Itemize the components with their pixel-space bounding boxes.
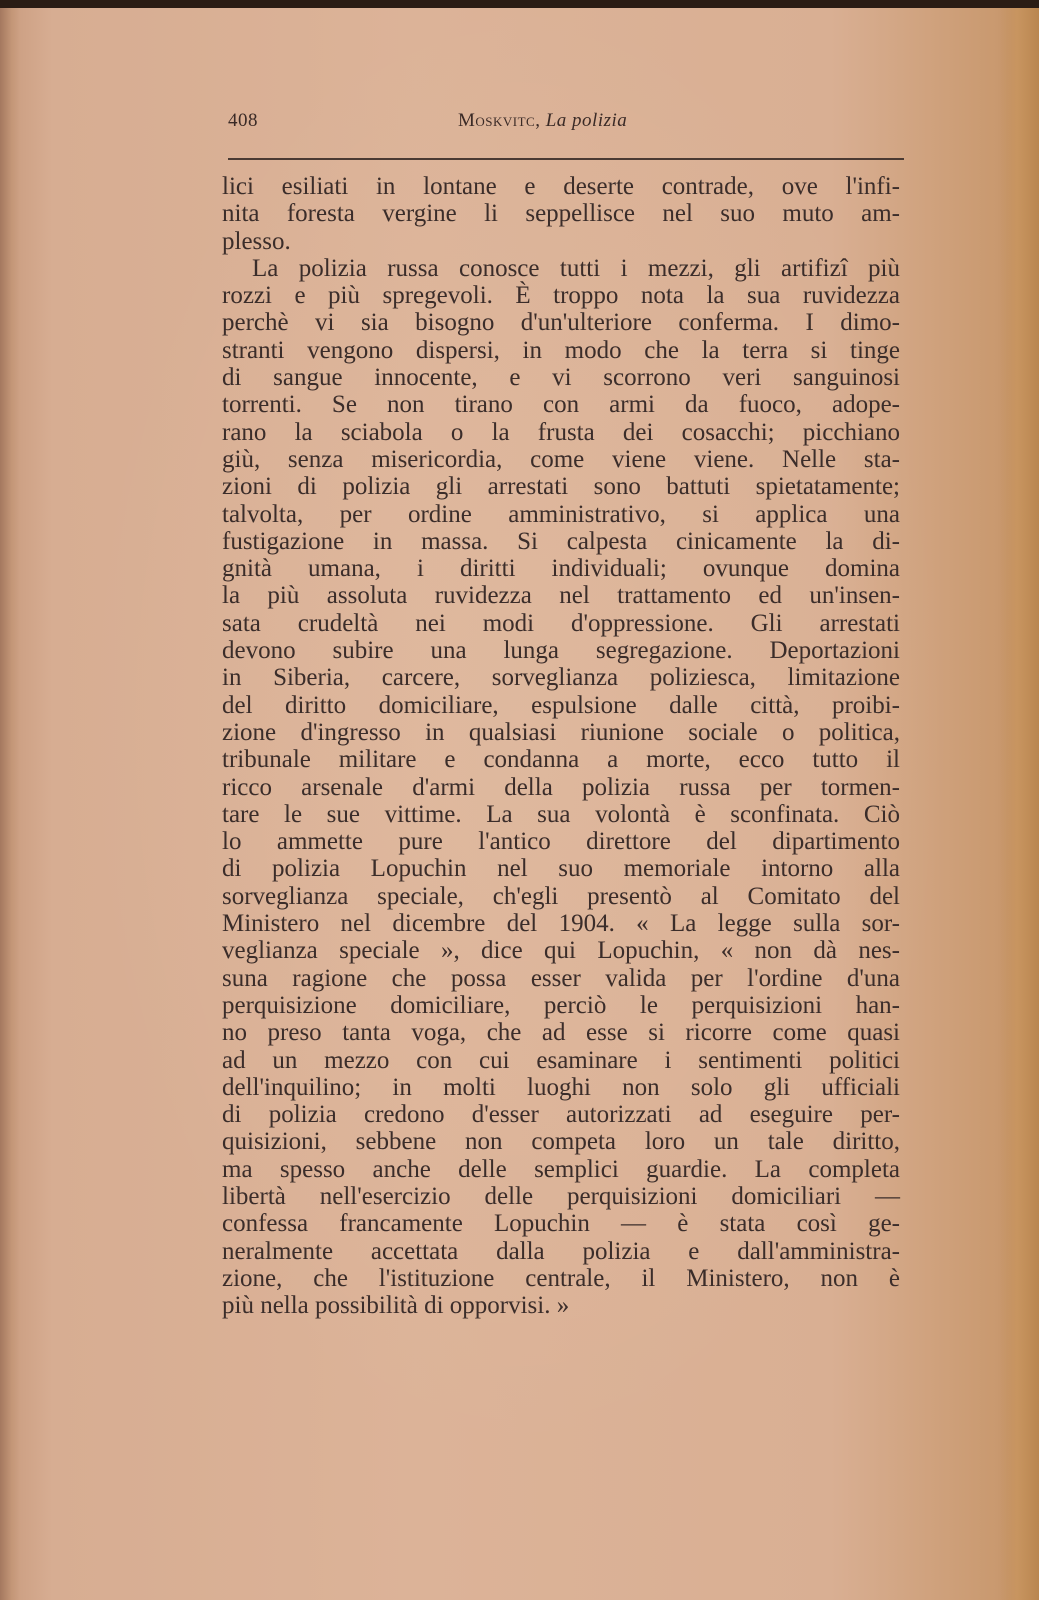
text-line: in Siberia, carcere, sorveglianza poliziesca, limitazione: [222, 664, 900, 692]
text-line: plesso.: [222, 227, 291, 255]
text-line: dell'inquilino; in molti luoghi non solo gli ufficiali: [222, 1073, 900, 1101]
running-title-author: Moskvitc,: [458, 110, 541, 131]
text-line: libertà nell'esercizio delle perquisizioni domiciliari —: [222, 1182, 900, 1210]
text-line: rozzi e più spregevoli. È troppo nota la sua ruvidezza: [222, 282, 900, 310]
text-line: quisizioni, sebbene non competa loro un tale diritto,: [222, 1128, 900, 1156]
text-line: gnità umana, i diritti individuali; ovunque domina: [222, 555, 900, 583]
text-line: no preso tanta voga, che ad esse si ricorre come quasi: [222, 1019, 900, 1047]
running-header: [228, 110, 904, 140]
text-line: la più assoluta ruvidezza nel trattamento ed un'insen-: [222, 582, 900, 610]
text-line: suna ragione che possa esser valida per l'ordine d'una: [222, 964, 900, 992]
text-line: zioni di polizia gli arrestati sono battuti spietatamente;: [222, 473, 900, 501]
body-text: [222, 173, 900, 1319]
text-line: sorveglianza speciale, ch'egli presentò al Comitato del: [222, 882, 900, 910]
text-line: Ministero nel dicembre del 1904. « La legge sulla sor-: [222, 910, 900, 938]
text-line: fustigazione in massa. Si calpesta cinicamente la di-: [222, 527, 900, 555]
text-line: di sangue innocente, e vi scorrono veri sanguinosi: [222, 364, 900, 392]
text-line: zione, che l'istituzione centrale, il Ministero, non è: [222, 1264, 900, 1292]
text-line: La polizia russa conosce tutti i mezzi, gli artifizî più: [252, 254, 900, 282]
text-line: veglianza speciale », dice qui Lopuchin, « non dà nes-: [222, 937, 900, 965]
text-line: lici esiliati in lontane e deserte contrade, ove l'infi-: [222, 173, 900, 200]
text-line: tribunale militare e condanna a morte, ecco tutto il: [222, 746, 900, 774]
running-title: [458, 110, 627, 132]
text-line: ricco arsenale d'armi della polizia russa per tormen-: [222, 773, 900, 801]
text-line: talvolta, per ordine amministrativo, si applica una: [222, 500, 900, 528]
text-line: di polizia Lopuchin nel suo memoriale intorno alla: [222, 855, 900, 883]
text-line: tare le sue vittime. La sua volontà è sconfinata. Ciò: [222, 800, 900, 828]
text-line: giù, senza misericordia, come viene viene. Nelle sta-: [222, 445, 900, 473]
text-line: confessa francamente Lopuchin — è stata così ge-: [222, 1210, 900, 1238]
text-line: stranti vengono dispersi, in modo che la terra si tinge: [222, 336, 900, 364]
page-left-edge: [0, 8, 20, 1600]
text-line: perquisizione domiciliare, perciò le perquisizioni han-: [222, 991, 900, 1019]
text-line: ma spesso anche delle semplici guardie. La completa: [222, 1155, 900, 1183]
text-line: perchè vi sia bisogno d'un'ulteriore conferma. I dimo-: [222, 309, 900, 337]
text-line: rano la sciabola o la frusta dei cosacchi; picchiano: [222, 418, 900, 446]
text-line: torrenti. Se non tirano con armi da fuoco, adope-: [222, 391, 900, 419]
text-line: devono subire una lunga segregazione. Deportazioni: [222, 637, 900, 665]
page-number: 408: [228, 110, 258, 131]
page-right-edge: [999, 8, 1039, 1600]
text-line: più nella possibilità di opporvisi. »: [222, 1292, 570, 1320]
text-line: sata crudeltà nei modi d'oppressione. Gli arrestati: [222, 609, 900, 637]
text-line: lo ammette pure l'antico direttore del dipartimento: [222, 828, 900, 856]
running-title-work: La polizia: [545, 110, 628, 131]
text-line: di polizia credono d'esser autorizzati ad eseguire per-: [222, 1101, 900, 1129]
text-line: nita foresta vergine li seppellisce nel suo muto am-: [222, 200, 900, 228]
text-line: ad un mezzo con cui esaminare i sentimenti politici: [222, 1046, 900, 1074]
text-line: del diritto domiciliare, espulsione dalle città, proibi-: [222, 691, 900, 719]
text-line: zione d'ingresso in qualsiasi riunione sociale o politica,: [222, 718, 900, 746]
header-rule: [228, 158, 904, 160]
text-line: neralmente accettata dalla polizia e dall'amministra-: [222, 1237, 900, 1265]
